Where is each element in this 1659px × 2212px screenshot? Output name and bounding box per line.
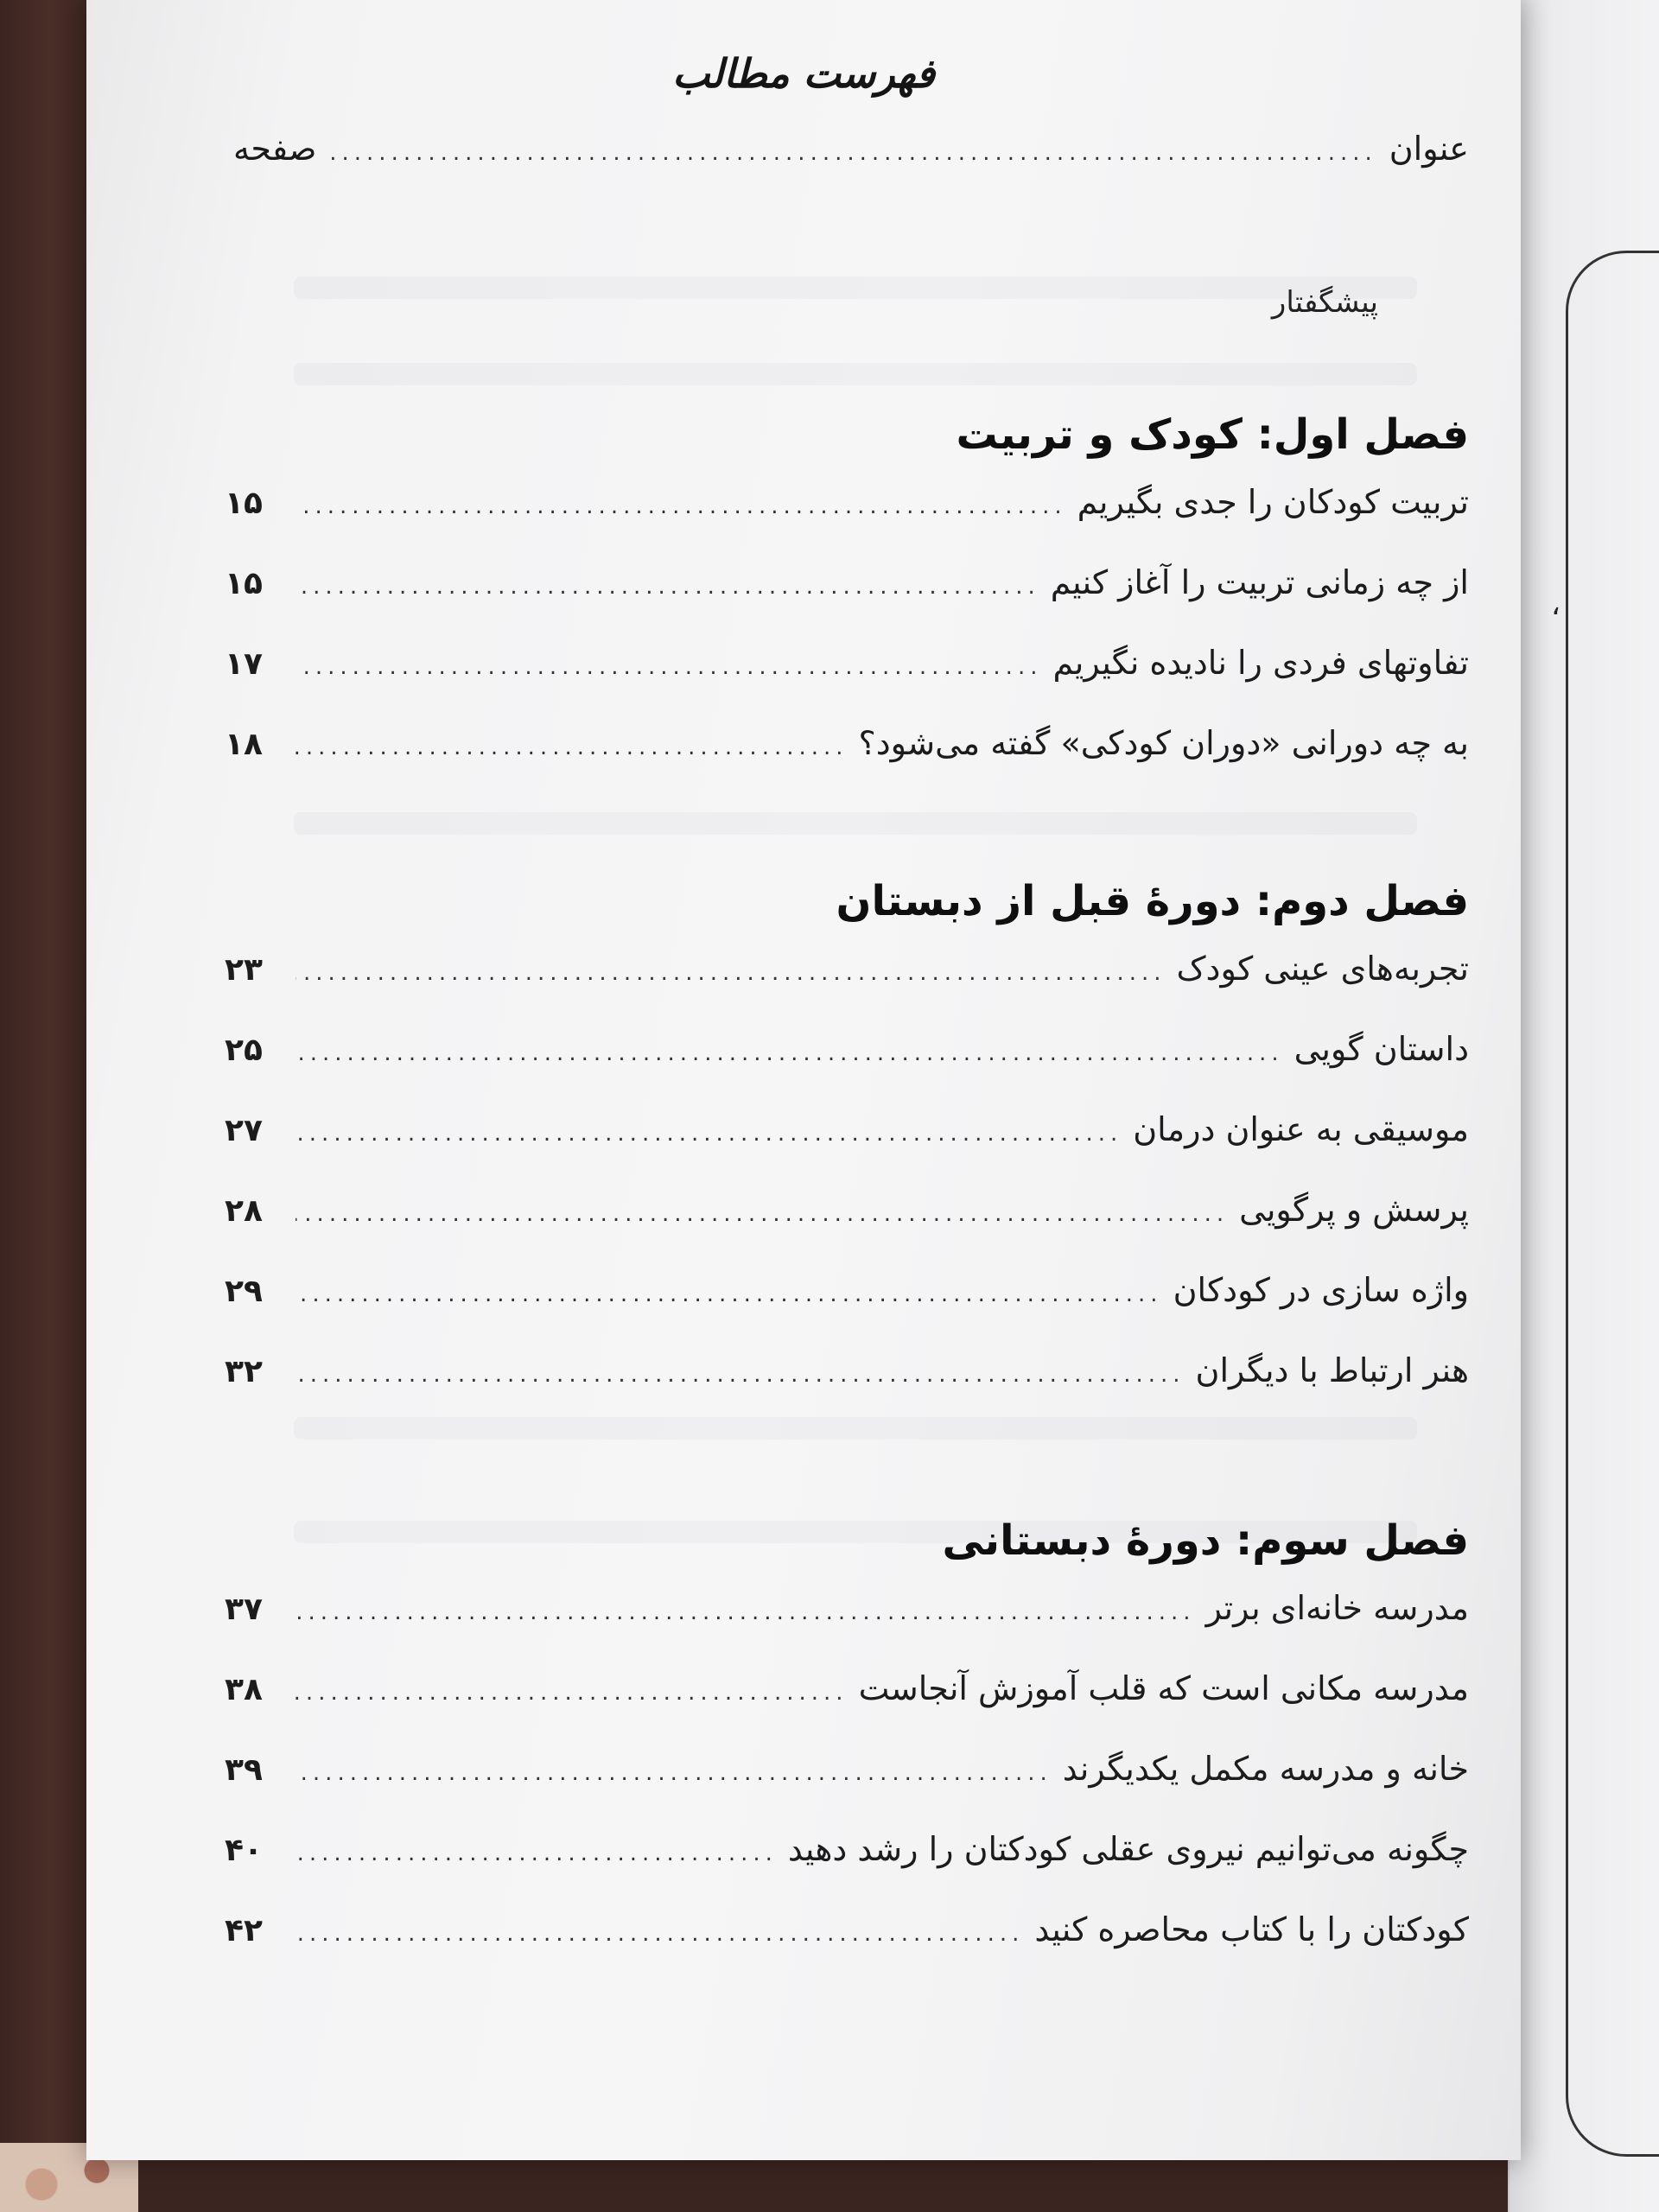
dot-leader [296, 960, 1166, 986]
dot-leader [296, 1680, 849, 1706]
entry-page-number: ۲۳ [225, 952, 263, 988]
dot-leader [296, 1281, 1163, 1307]
chapter-section [225, 410, 1478, 804]
entry-page-number: ۱۵ [225, 566, 263, 601]
page-title: فهرست مطالب [672, 50, 935, 97]
chapter-section [225, 1516, 1478, 1991]
entry-page-number: ۱۵ [225, 486, 263, 521]
toc-entry [225, 1750, 1478, 1830]
dot-leader [296, 493, 1067, 519]
toc-page [86, 0, 1521, 2160]
entry-page-number: ۴۲ [225, 1913, 263, 1948]
dot-leader [328, 140, 1376, 166]
toc-entry [225, 1589, 1478, 1669]
toc-entry [225, 1351, 1478, 1432]
entry-title: واژه سازی در کودکان [1173, 1271, 1469, 1309]
entry-page-number: ۳۷ [225, 1592, 263, 1627]
toc-entry [225, 724, 1478, 804]
entry-page-number: ۳۲ [225, 1354, 263, 1389]
chapter-heading: فصل دوم: دورهٔ قبل از دبستان [836, 877, 1469, 925]
dot-leader [296, 1121, 1122, 1147]
entry-title: موسیقی به عنوان درمان [1133, 1110, 1469, 1148]
entry-title: تفاوتهای فردی را نادیده نگیریم [1052, 644, 1469, 682]
entry-title: تربیت کودکان را جدی بگیریم [1077, 483, 1469, 521]
entry-title: به چه دورانی «دوران کودکی» گفته می‌شود؟ [858, 724, 1469, 762]
toc-entry [225, 1910, 1478, 1991]
entry-title: از چه زمانی تربیت را آغاز کنیم [1050, 563, 1469, 601]
toc-entry [225, 950, 1478, 1030]
entry-title: هنر ارتباط با دیگران [1195, 1351, 1469, 1389]
toc-entry [225, 1030, 1478, 1110]
chapter-heading: فصل سوم: دورهٔ دبستانی [942, 1516, 1469, 1565]
chapter-heading: فصل اول: کودک و تربیت [956, 410, 1469, 459]
dot-leader [296, 574, 1040, 600]
entry-title: چگونه می‌توانیم نیروی عقلی کودکتان را رشد دهید [787, 1830, 1469, 1868]
entry-page-number: ۳۸ [225, 1672, 263, 1707]
entry-title: تجربه‌های عینی کودک [1176, 950, 1469, 988]
entry-page-number: ۲۹ [225, 1274, 263, 1309]
dot-leader [296, 1599, 1196, 1625]
entry-title: کودکتان را با کتاب محاصره کنید [1034, 1910, 1469, 1948]
entry-title: مدرسه خانه‌ای برتر [1205, 1589, 1469, 1627]
entry-page-number: ۲۵ [225, 1033, 263, 1068]
entry-title: پرسش و پرگویی [1239, 1191, 1469, 1229]
toc-entry [225, 1191, 1478, 1271]
dot-leader [296, 1921, 1024, 1947]
adjacent-page-mark: ، [1551, 588, 1560, 622]
toc-entry [225, 1271, 1478, 1351]
show-through [294, 363, 1417, 385]
show-through [294, 276, 1417, 299]
dot-leader [296, 1760, 1052, 1786]
page-column-label: صفحه [233, 130, 317, 168]
entry-title: داستان گویی [1294, 1030, 1469, 1068]
toc-entry [225, 1110, 1478, 1191]
toc-column-header [233, 130, 1469, 168]
toc-entry [225, 1830, 1478, 1910]
adjacent-page [1508, 0, 1659, 2212]
toc-entry [225, 644, 1478, 724]
entry-page-number: ۱۸ [225, 727, 263, 762]
dot-leader [296, 1840, 778, 1866]
entry-page-number: ۲۷ [225, 1113, 263, 1148]
toc-entry [225, 1669, 1478, 1750]
entry-page-number: ۲۸ [225, 1193, 263, 1229]
entry-title: خانه و مدرسه مکمل یکدیگرند [1062, 1750, 1469, 1788]
entry-page-number: ۴۰ [225, 1833, 263, 1868]
adjacent-page-frame [1566, 251, 1659, 2157]
dot-leader [296, 1040, 1284, 1066]
toc-entry [225, 563, 1478, 644]
dot-leader [296, 1362, 1185, 1388]
entry-title: مدرسه مکانی است که قلب آموزش آنجاست [858, 1669, 1469, 1707]
chapter-section [225, 877, 1478, 1432]
dot-leader [296, 734, 849, 760]
entry-page-number: ۳۹ [225, 1752, 263, 1788]
title-column-label: عنوان [1389, 130, 1469, 168]
dot-leader [296, 654, 1042, 680]
toc-entry [225, 483, 1478, 563]
preface-entry: پیشگفتار [1271, 285, 1378, 320]
dot-leader [296, 1201, 1229, 1227]
entry-page-number: ۱۷ [225, 646, 263, 682]
show-through [294, 812, 1417, 835]
